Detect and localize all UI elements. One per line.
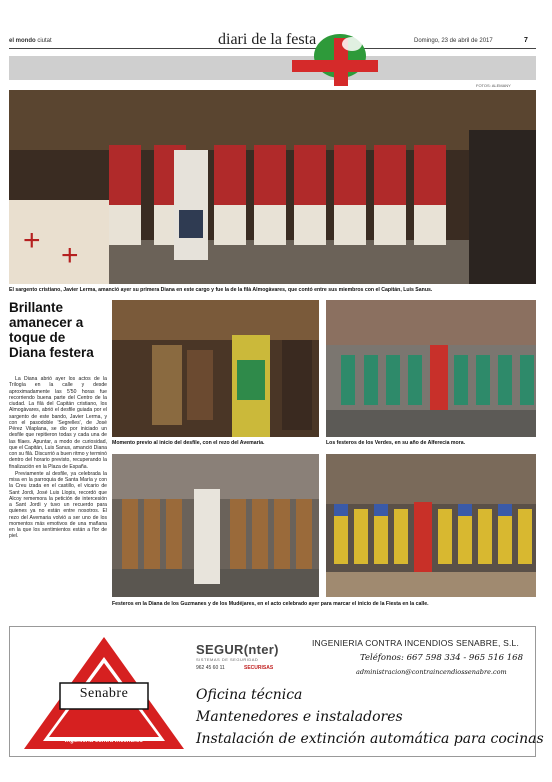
article-body [9,376,107,541]
partner-badge: SECURISAS [244,665,274,671]
photo-guzmanes-caption: Festeros en la Diana de los Guzmanes y de los Mudéjares, en el acto celebrado ayer para marcar el inicio de la Fiesta en la calle. [112,601,429,607]
partner-phone: 962 45 60 11 [196,665,225,671]
main-photo [9,90,536,284]
photo-mudejares [326,454,536,597]
logo-highlight [342,37,362,51]
svg-text:+: + [61,239,79,272]
section-suffix: ciutat [37,38,52,44]
main-photo-caption: El sargento cristiano, Javier Lerma, amanció ayer su primera Diana en este cargo y fue la de la filà Almogàvares, que contó entre sus miembros con el Capitán, Luis Sanus. [9,287,433,293]
ad-line-kitchen: Instalación de extinción automática para cocinas [196,731,544,747]
article-paragraph: La Diana abrió ayer los actos de la Trilogía en la calle y desde aproximadamente las 5'50 horas fue recorriendo buena parte del Centro de la ciudad. La filà del Capitán cristiano, los Almogàvares, abrió el desfile guiada por el sargento de este bando, Javier Lerma, y con el pasodoble 'Segrelles', de José Pérez Vilaplana, se dio por iniciado un desfile que repitieron todas y cada una de las filaes. Apuntar, a modo de curiosidad, que el Capitán, Luis Sanus, amanció Diana con su filà. Discurrió a buen ritmo y terminó dentro del horario previsto, recuperando la finalización en la Plaza de España. [9,376,107,470]
photo-verdes-caption: Los festeros de los Verdes, en su año de Alferecia mora. [326,440,466,446]
senabre-logo-tagline: ingenieria contra incendios [64,738,144,744]
partner-subtitle: SISTEMAS DE SEGURIDAD [196,657,259,662]
section-label [9,38,52,44]
header-rule [9,48,536,49]
ad-line-maintenance: Mantenedores e instaladores [196,709,403,725]
photo-guzmanes-scene [112,454,319,597]
photo-mudejares-scene [326,454,536,597]
photo-avemaria-scene [112,300,319,437]
company-email: administracion@contraincendiossenabre.com [356,668,507,676]
article-headline: Brillante amanecer a toque de Diana festera [9,300,94,360]
article-paragraph: Previamente al desfile, ya celebrada la misa en la parroquia de Santa María y con la Creu izada en el castillo, el vicario de Sant Jordi, José Luis Llopis, recordó que Alcoy rememora la petición de intercesión a Sant Jordi y tuvo un recuerdo para quienes ya no están entre nosotros. El rezo del Avemaria volvió a ser uno de los momentos más emotivos de una mañana en la que los sentimientos están a flor de piel. [9,470,107,540]
ad-line-office: Oficina técnica [196,687,303,703]
page-title: diari de la festa [218,31,317,48]
photo-avemaria-caption: Momento previo al inicio del desfile, con el rezo del Avemaria. [112,440,265,446]
issue-date: Domingo, 23 de abril de 2017 [414,38,493,44]
company-name: INGENIERIA CONTRA INCENDIOS SENABRE, S.L. [312,638,520,648]
photo-guzmanes [112,454,319,597]
partner-logo: SEGUR(nter) [196,642,279,657]
header-band [9,56,536,80]
photo-verdes [326,300,536,437]
section-prefix: el mondo [9,38,36,44]
photo-verdes-scene [326,300,536,437]
main-photo-scene [9,90,536,284]
svg-text:+: + [23,224,41,257]
senabre-logo-name: Senabre [79,686,129,701]
company-phones: Teléfonos: 667 598 334 - 965 516 168 [360,653,523,663]
photo-avemaria [112,300,319,437]
photo-credit: FOTOS: ALEMANY [476,83,511,88]
festa-logo [290,28,384,90]
page-number: 7 [524,37,528,44]
